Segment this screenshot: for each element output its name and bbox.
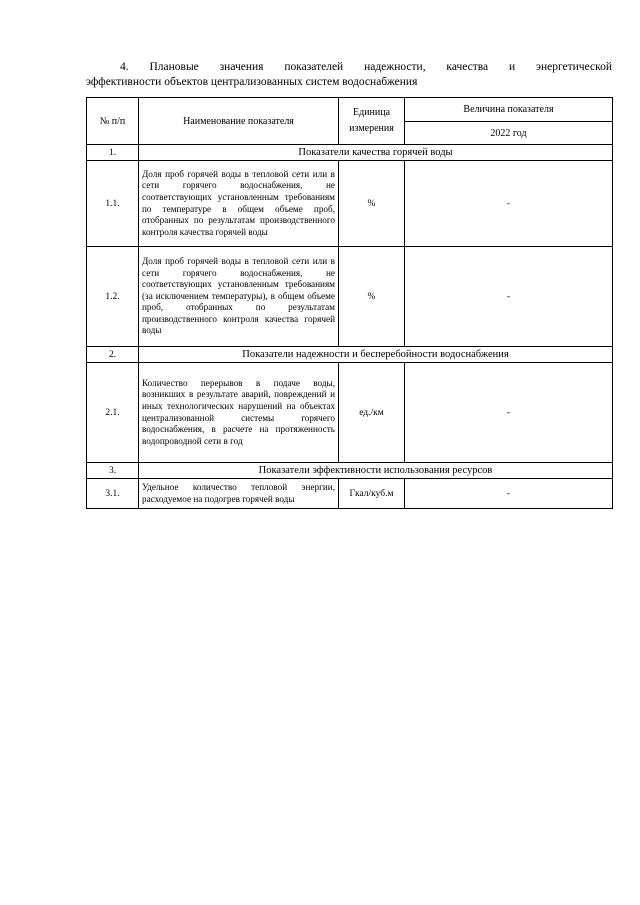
table-row <box>87 247 613 347</box>
table-row <box>87 479 613 509</box>
row-name: Количество перерывов в подаче воды, возникших в результате аварий, повреждений и иных технологических нарушений на объектах централизованной системы горячего водоснабжения, в расчете на протяженность водопроводной сети в год <box>139 363 339 463</box>
heading-line-2: эффективности объектов централизованных систем водоснабжения <box>86 76 418 88</box>
header-year: 2022 год <box>405 122 613 145</box>
row-unit: ед./км <box>339 363 405 463</box>
section-title: Показатели качества горячей воды <box>139 145 613 161</box>
heading-word: энергетической <box>536 61 612 73</box>
heading-word: 4. <box>120 61 129 73</box>
row-num: 3.1. <box>87 479 139 509</box>
heading-line-1 <box>86 60 612 75</box>
table-row <box>87 161 613 247</box>
row-num: 1.1. <box>87 161 139 247</box>
header-value: Величина показателя <box>405 98 613 122</box>
row-num: 1.2. <box>87 247 139 347</box>
heading-word: Плановые <box>149 61 199 73</box>
header-name: Наименование показателя <box>139 98 339 145</box>
section-num: 2. <box>87 347 139 363</box>
table-header <box>87 98 613 145</box>
row-value: - <box>405 363 613 463</box>
heading-word: значения <box>219 61 264 73</box>
indicators-table <box>86 97 613 509</box>
heading-word: показателей <box>284 61 344 73</box>
header-num: № п/п <box>87 98 139 145</box>
section-title: Показатели надежности и бесперебойности водоснабжения <box>139 347 613 363</box>
table-body <box>87 145 613 509</box>
section-row <box>87 463 613 479</box>
row-name: Доля проб горячей воды в тепловой сети или в сети горячего водоснабжения, не соответствующих установленным требованиям по температуре в общем объеме проб, отобранных по результатам производственного контроля качества горячей воды <box>139 161 339 247</box>
row-name: Доля проб горячей воды в тепловой сети или в сети горячего водоснабжения, не соответствующих установленным требованиям (за исключением температуры), в общем объеме проб, отобранных по результатам производственного контроля качества горячей воды <box>139 247 339 347</box>
section-num: 3. <box>87 463 139 479</box>
section-title: Показатели эффективности использования ресурсов <box>139 463 613 479</box>
row-name: Удельное количество тепловой энергии, расходуемое на подогрев горячей воды <box>139 479 339 509</box>
row-num: 2.1. <box>87 363 139 463</box>
section-row <box>87 347 613 363</box>
section-num: 1. <box>87 145 139 161</box>
row-value: - <box>405 161 613 247</box>
row-unit: Гкал/куб.м <box>339 479 405 509</box>
heading-word: надежности, <box>364 61 426 73</box>
table-row <box>87 363 613 463</box>
row-unit: % <box>339 161 405 247</box>
row-value: - <box>405 479 613 509</box>
row-unit: % <box>339 247 405 347</box>
row-value: - <box>405 247 613 347</box>
document-heading <box>86 60 612 90</box>
header-unit: Единица измерения <box>339 98 405 145</box>
section-row <box>87 145 613 161</box>
heading-word: качества <box>446 61 489 73</box>
heading-word: и <box>509 61 516 73</box>
